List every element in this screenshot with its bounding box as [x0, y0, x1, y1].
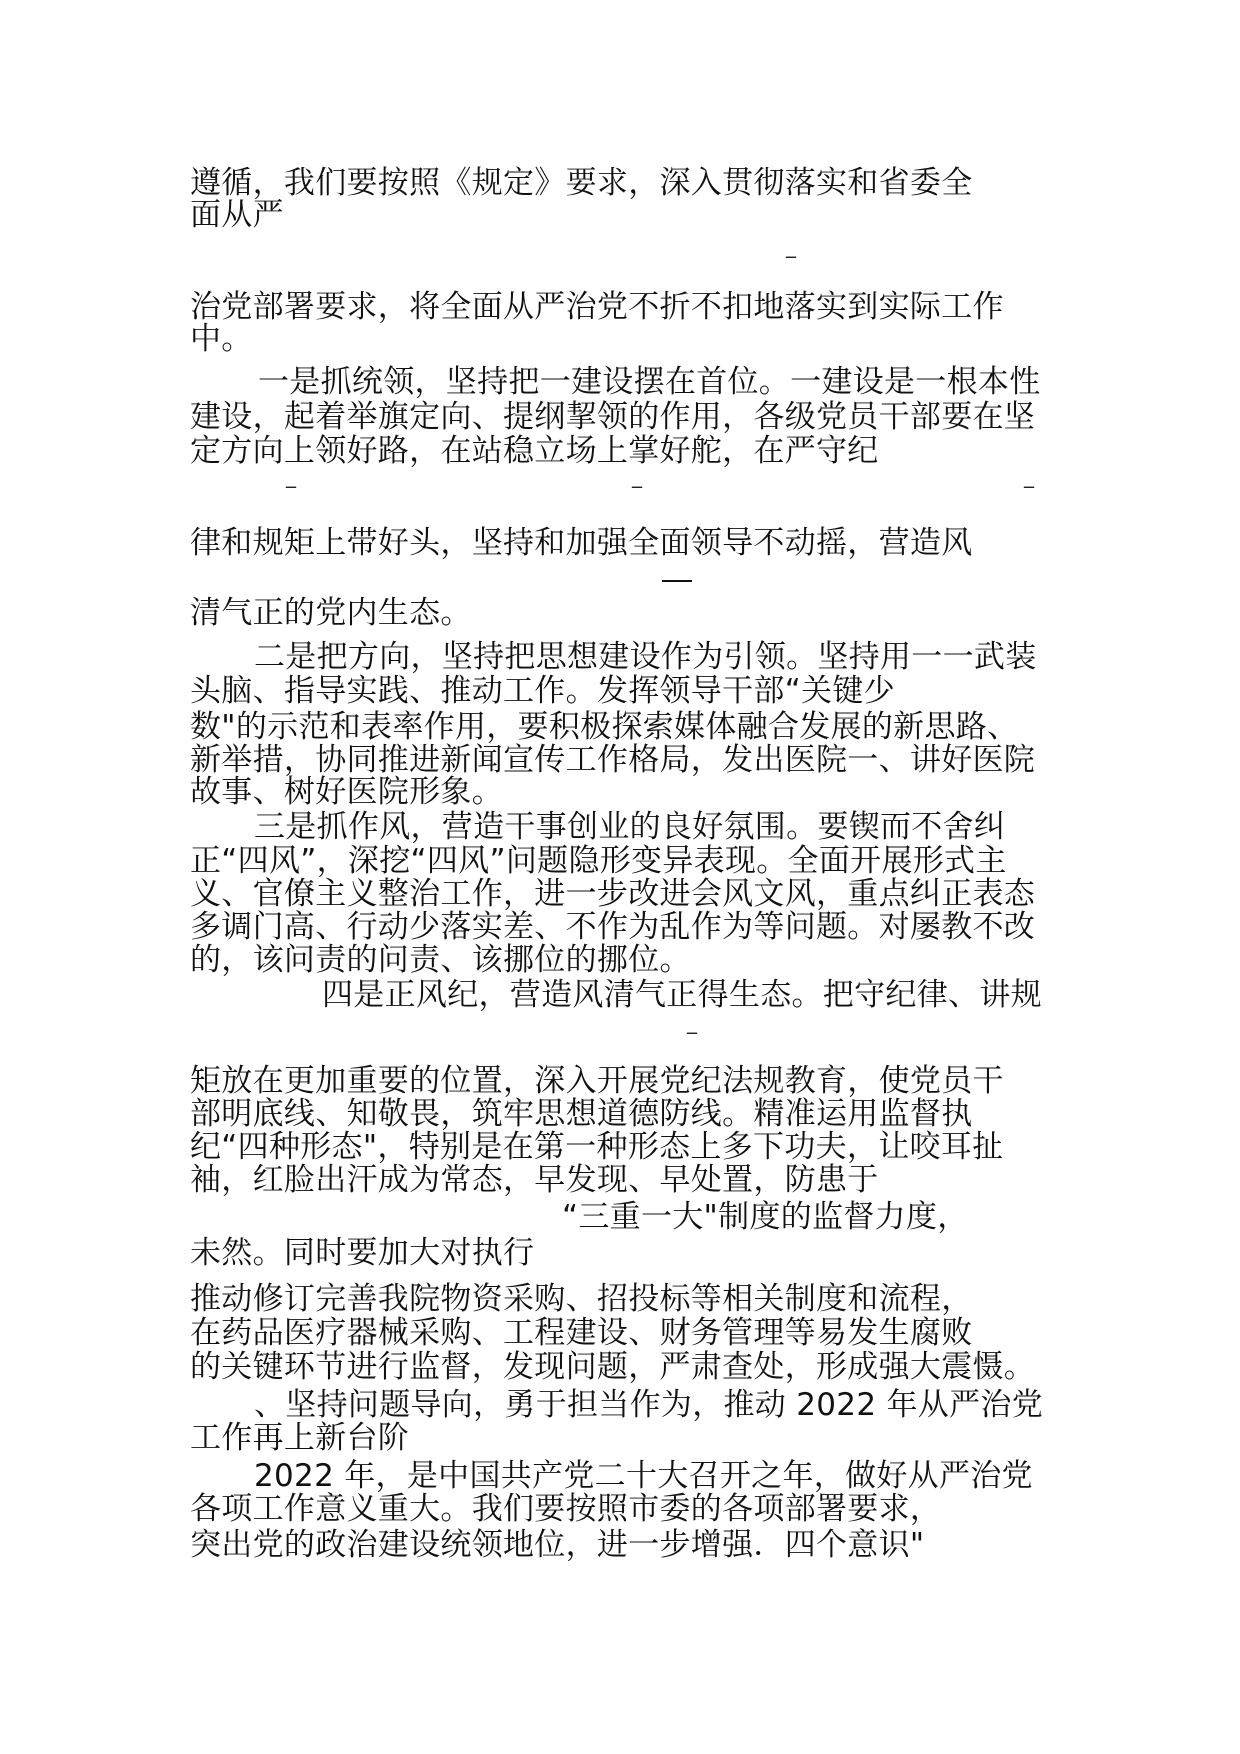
- text-line: 各项工作意义重大。我们要按照市委的各项部署要求，: [190, 1491, 942, 1527]
- stray-mark: _: [286, 464, 296, 488]
- text-line: 治党部署要求，将全面从严治党不折不扣地落实到实际工作: [190, 289, 1004, 325]
- stray-mark: _: [687, 1010, 697, 1034]
- section-heading-line: 、坚持问题导向，勇于担当作为，推动 2022 年从严治党: [254, 1387, 1043, 1423]
- text-line: 新举措，协同推进新闻宣传工作格局，发出医院一、讲好医院: [190, 742, 1036, 778]
- text-line: 多调门高、行动少落实差、不作为乱作为等问题。对屡教不改: [190, 909, 1036, 945]
- text-line: 突出党的政治建设统领地位，进一步增强．四个意识": [190, 1527, 925, 1563]
- text-line-offset: “三重一大"制度的监督力度，: [562, 1199, 969, 1235]
- text-line: 的，该问责的问责、该挪位的挪位。: [190, 942, 691, 978]
- text-line: 面从严: [190, 197, 284, 233]
- text-line: 中。: [190, 321, 253, 357]
- paragraph-first-line: 二是把方向，坚持把思想建设作为引领。坚持用一一武装: [254, 639, 1037, 675]
- text-line: 数"的示范和表率作用，要积极探索媒体融合发展的新思路、: [190, 709, 1019, 745]
- section-heading-line: 工作再上新台阶: [190, 1420, 410, 1456]
- stray-mark: _: [786, 234, 796, 258]
- text-line: 纪“四种形态"，特别是在第一种形态上多下功夫，让咬耳扯: [190, 1129, 1004, 1165]
- paragraph-first-line: 2022 年，是中国共产党二十大召开之年，做好从严治党: [254, 1458, 1033, 1494]
- text-line: 矩放在更加重要的位置，深入开展党纪法规教育，使党员干: [190, 1063, 1004, 1099]
- paragraph-first-line: 四是正风纪，营造风清气正得生态。把守纪律、讲规: [322, 977, 1042, 1013]
- paragraph-first-line: 三是抓作风，营造干事创业的良好氛围。要锲而不舍纠: [254, 809, 1006, 845]
- text-line: 建设，起着举旗定向、提纲挈领的作用，各级党员干部要在坚: [190, 399, 1036, 435]
- paragraph-first-line: 一是抓统领，坚持把一建设摆在首位。一建设是一根本性: [258, 364, 1041, 400]
- text-line: 的关键环节进行监督，发现问题，严肃查处，形成强大震慑。: [190, 1349, 1036, 1385]
- text-line: 正“四风”，深挖“四风”问题隐形变异表现。全面开展形式主: [190, 843, 1007, 879]
- text-line: 律和规矩上带好头，坚持和加强全面领导不动摇，营造风: [190, 525, 973, 561]
- text-line: 头脑、指导实践、推动工作。发挥领导干部“关键少: [190, 673, 895, 709]
- text-line: 袖，红脸出汗成为常态，早发现、早处置，防患于: [190, 1162, 879, 1198]
- text-line: 清气正的党内生态。: [190, 595, 472, 631]
- stray-mark: _: [1024, 464, 1034, 488]
- text-line: 故事、树好医院形象。: [190, 774, 503, 810]
- text-line: 定方向上领好路，在站稳立场上掌好舵，在严守纪: [190, 433, 879, 469]
- text-line: 义、官僚主义整治工作，进一步改进会风文风，重点纠正表态: [190, 876, 1036, 912]
- stray-mark: _: [632, 464, 642, 488]
- text-line: 推动修订完善我院物资采购、招投标等相关制度和流程，: [190, 1281, 973, 1317]
- text-line: 遵循，我们要按照《规定》要求，深入贯彻落实和省委全: [190, 165, 973, 201]
- stray-rule: [662, 580, 692, 582]
- text-line: 未然。同时要加大对执行: [190, 1235, 535, 1271]
- text-line: 在药品医疗器械采购、工程建设、财务管理等易发生腐败: [190, 1315, 973, 1351]
- text-line: 部明底线、知敬畏，筑牢思想道德防线。精准运用监督执: [190, 1096, 973, 1132]
